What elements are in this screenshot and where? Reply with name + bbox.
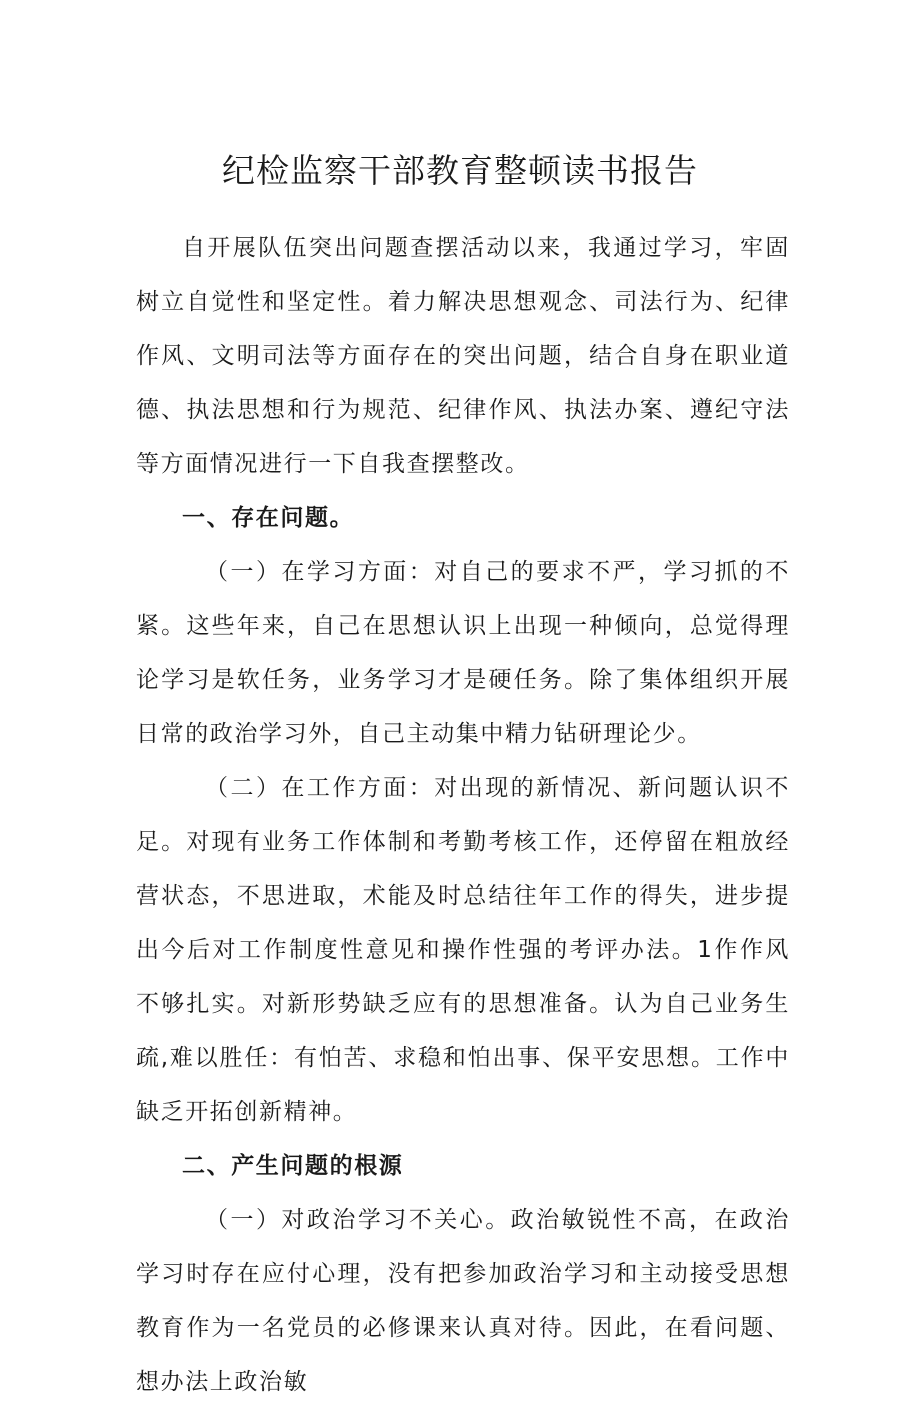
cause-item-politics: （一）对政治学习不关心。政治敏锐性不高，在政治学习时存在应付心理，没有把参加政治学习和主动接受思想教育作为一名党员的必修课来认真对待。因此，在看问题、想办法上政治敏 [136, 1207, 790, 1395]
intro-paragraph: 自开展队伍突出问题查摆活动以来，我通过学习，牢固树立自觉性和坚定性。着力解决思想观念、司法行为、纪律作风、文明司法等方面存在的突出问题，结合自身在职业道德、执法思想和行为规范、纪律作风、执法办案、遵纪守法等方面情况进行一下自我查摆整改。 [136, 235, 790, 477]
problem-item-work: （二）在工作方面：对出现的新情况、新问题认识不足。对现有业务工作体制和考勤考核工作，还停留在粗放经营状态，不思进取，术能及时总结往年工作的得失，进步提出今后对工作制度性意见和操作性强的考评办法。1作作风不够扎实。对新形势缺乏应有的思想准备。认为自己业务生疏,难以胜任：有怕苦、求稳和怕出事、保平安思想。工作中缺乏开拓创新精神。 [136, 775, 790, 1125]
section-heading-problems: 一、存在问题。 [182, 505, 355, 531]
document-title: 纪检监察干部教育整顿读书报告 [222, 151, 698, 190]
problem-item-study: （一）在学习方面：对自己的要求不严，学习抓的不紧。这些年来，自己在思想认识上出现一种倾向，总觉得理论学习是软任务，业务学习才是硬任务。除了集体组织开展日常的政治学习外，自己主动集中精力钻研理论少。 [136, 559, 790, 747]
document-body [136, 221, 790, 1409]
section-heading-causes: 二、产生问题的根源 [182, 1153, 404, 1179]
